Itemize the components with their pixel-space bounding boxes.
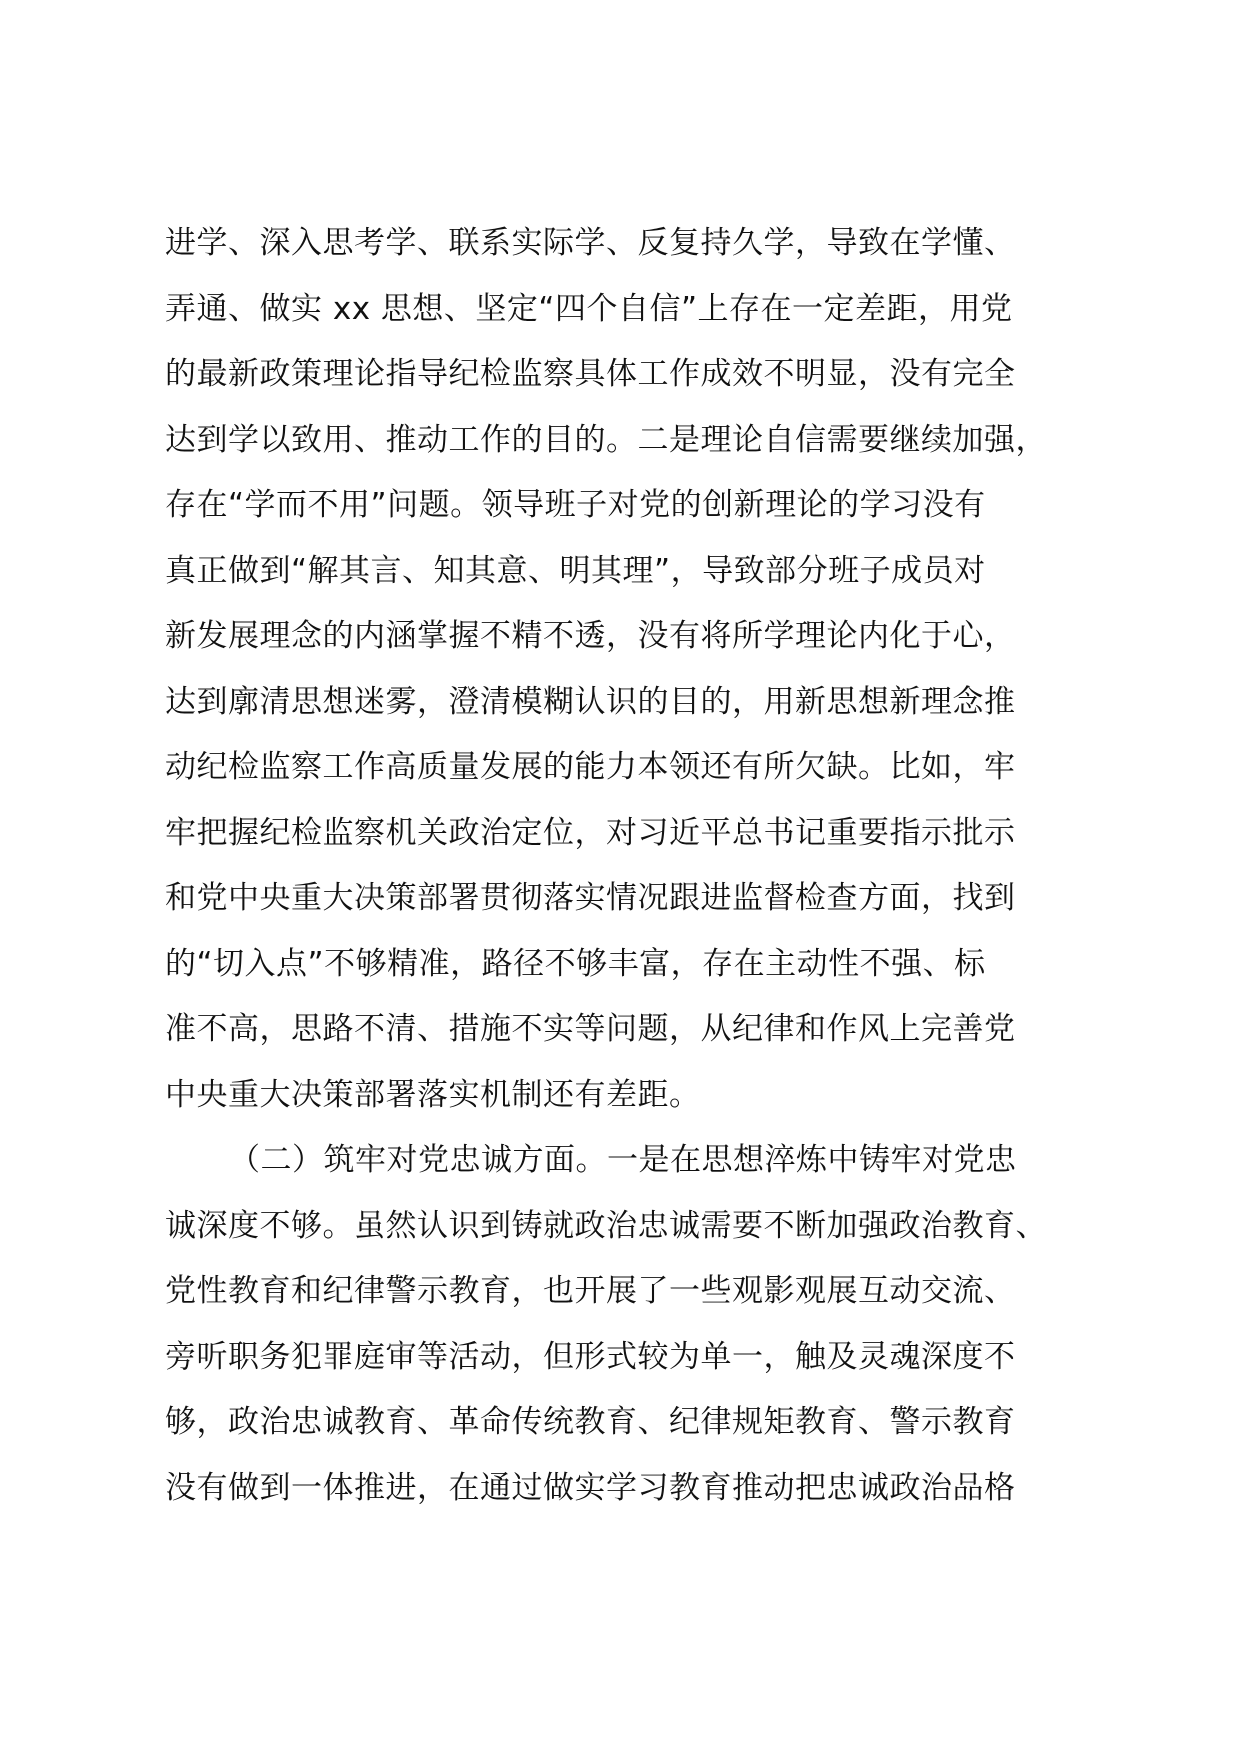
text-line: 牢把握纪检监察机关政治定位，对习近平总书记重要指示批示 xyxy=(165,814,1016,851)
text-line: 弄通、做实 xx 思想、坚定“四个自信”上存在一定差距，用党 xyxy=(165,290,1013,327)
document-body xyxy=(165,211,1125,1521)
text-line: 没有做到一体推进，在通过做实学习教育推动把忠诚政治品格 xyxy=(165,1469,1016,1506)
text-line: 准不高，思路不清、措施不实等问题，从纪律和作风上完善党 xyxy=(165,1011,1016,1047)
text-line: 存在“学而不用”问题。领导班子对党的创新理论的学习没有 xyxy=(165,487,986,523)
section-heading-line: （二）筑牢对党忠诚方面。一是在思想淬炼中铸牢对党忠 xyxy=(229,1142,1017,1178)
text-line: 够，政治忠诚教育、革命传统教育、纪律规矩教育、警示教育 xyxy=(165,1404,1016,1440)
text-line: 真正做到“解其言、知其意、明其理”，导致部分班子成员对 xyxy=(165,552,986,589)
text-line: 党性教育和纪律警示教育，也开展了一些观影观展互动交流、 xyxy=(165,1273,1016,1309)
text-line: 和党中央重大决策部署贯彻落实情况跟进监督检查方面，找到 xyxy=(165,880,1016,916)
text-line: 的“切入点”不够精准，路径不够丰富，存在主动性不强、标 xyxy=(165,945,986,982)
text-line: 新发展理念的内涵掌握不精不透，没有将所学理论内化于心， xyxy=(165,618,1016,654)
text-line: 旁听职务犯罪庭审等活动，但形式较为单一，触及灵魂深度不 xyxy=(165,1338,1016,1375)
text-line: 达到学以致用、推动工作的目的。二是理论自信需要继续加强， xyxy=(165,421,1047,458)
text-line: 诚深度不够。虽然认识到铸就政治忠诚需要不断加强政治教育、 xyxy=(165,1207,1047,1244)
text-line: 中央重大决策部署落实机制还有差距。 xyxy=(165,1076,701,1113)
text-line: 达到廓清思想迷雾，澄清模糊认识的目的，用新思想新理念推 xyxy=(165,683,1016,720)
text-line: 进学、深入思考学、联系实际学、反复持久学，导致在学懂、 xyxy=(165,225,1016,261)
text-line: 动纪检监察工作高质量发展的能力本领还有所欠缺。比如，牢 xyxy=(165,749,1016,785)
text-line: 的最新政策理论指导纪检监察具体工作成效不明显，没有完全 xyxy=(165,356,1016,392)
